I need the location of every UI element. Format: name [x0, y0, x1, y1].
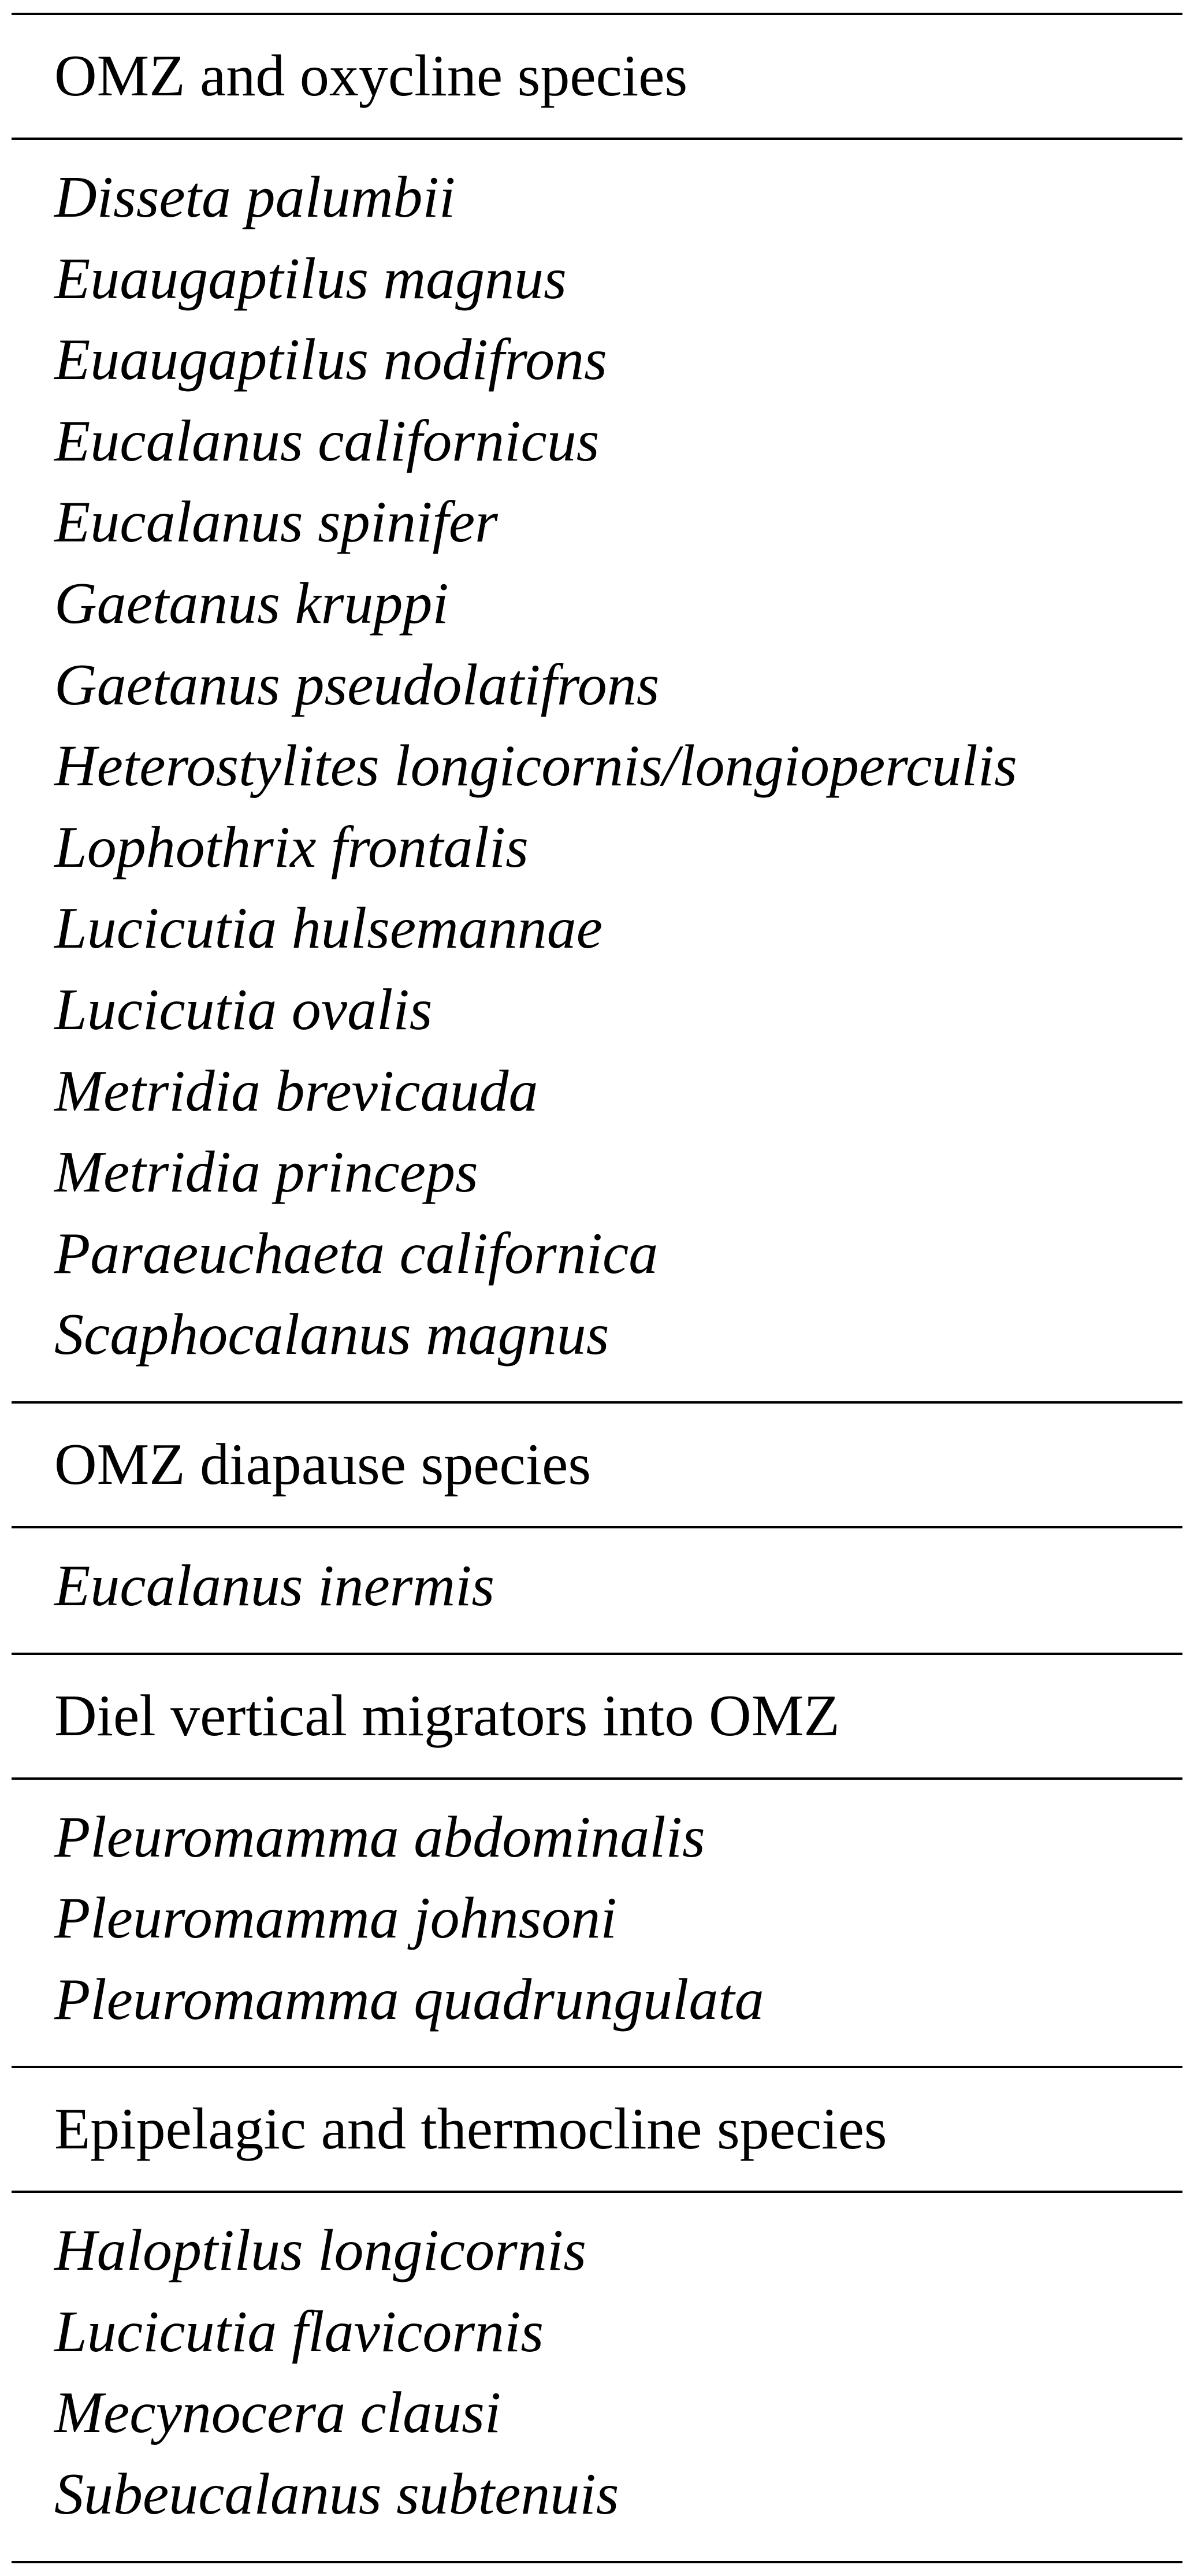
species-name: Eucalanus spinifer [54, 489, 498, 555]
species-name: Lucicutia hulsemannae [54, 896, 603, 962]
section-header: Diel vertical migrators into OMZ [54, 1683, 840, 1749]
species-name: Pleuromamma johnsoni [54, 1885, 617, 1951]
species-name: Mecynocera clausi [54, 2380, 501, 2446]
species-name: Eucalanus inermis [54, 1553, 495, 1619]
species-name: Subeucalanus subtenuis [54, 2462, 619, 2527]
species-table [12, 13, 1182, 2563]
species-name: Haloptilus longicornis [54, 2218, 586, 2284]
species-name: Paraeuchaeta californica [54, 1220, 659, 1286]
table-rule [12, 2561, 1182, 2563]
species-name: Pleuromamma abdominalis [54, 1804, 705, 1870]
section-header: OMZ and oxycline species [54, 43, 688, 109]
species-name: Lucicutia flavicornis [54, 2299, 544, 2365]
species-list [12, 1780, 1182, 2066]
species-list [12, 2193, 1182, 2560]
species-name: Gaetanus kruppi [54, 570, 449, 636]
species-name: Gaetanus pseudolatifrons [54, 652, 660, 718]
species-name: Euaugaptilus magnus [54, 246, 567, 311]
species-name: Lophothrix frontalis [54, 814, 529, 880]
species-name: Eucalanus californicus [54, 408, 600, 474]
species-name: Scaphocalanus magnus [54, 1302, 609, 1368]
species-name: Euaugaptilus nodifrons [54, 327, 607, 393]
section-header: Epipelagic and thermocline species [54, 2096, 887, 2162]
species-name: Metridia princeps [54, 1139, 478, 1205]
species-list [12, 1528, 1182, 1653]
section-header: OMZ diapause species [54, 1431, 592, 1497]
species-name: Disseta palumbii [54, 165, 456, 230]
species-name: Lucicutia ovalis [54, 977, 433, 1042]
species-list [12, 140, 1182, 1401]
species-name: Metridia brevicauda [54, 1058, 538, 1124]
species-name: Heterostylites longicornis/longioperculis [54, 733, 1017, 799]
species-name: Pleuromamma quadrungulata [54, 1966, 764, 2032]
